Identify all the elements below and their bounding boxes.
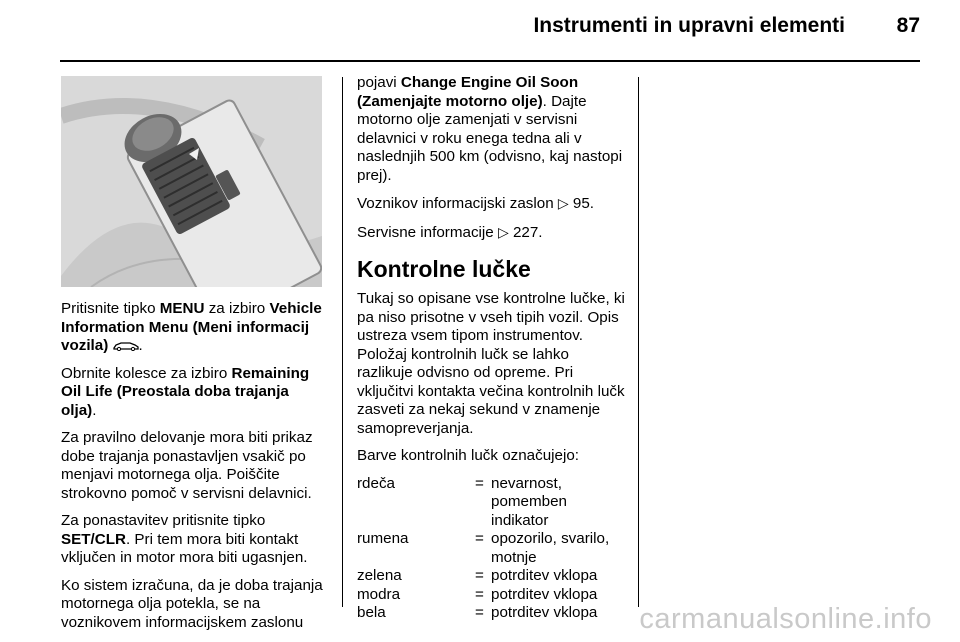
page-reference-arrow-icon: ▷ [497,223,509,240]
watermark: carmanualsonline.info [639,603,932,635]
paragraph-menu: Pritisnite tipko MENU za izbiro Vehicle Information Menu (Meni informacij vozila) . [61,300,322,354]
vehicle-information-menu-label: Vehicle Information Menu (Meni informacij vozila) [61,300,322,354]
column-divider-left [342,77,343,607]
page-number: 87 [896,14,920,37]
steering-column-lever-illustration [61,76,322,287]
list-item: zelena = potrditev vklopa [357,567,598,584]
column-divider-right [638,77,639,607]
reference-service-info[interactable]: Servisne informacije ▷ 227. [357,223,543,241]
reference-driver-info-display[interactable]: Voznikov informacijski zaslon ▷ 95. [357,195,595,212]
list-item: rumena = opozorilo, svarilo, motnje [357,530,610,566]
header-rule [60,60,920,62]
page-reference-arrow-icon: ▷ [557,195,569,211]
list-item: rdeča = nevarnost, pomemben indikator [357,474,567,529]
set-clr-button-label: SET/CLR [61,530,126,548]
paragraph-reset-info: Za pravilno delovanje mora biti prikaz dobe trajanja ponastavljen vsakič po menjavi motornega olja. Poiščite strokovno pomoč v servisni delavnici. [61,429,313,502]
paragraph-remaining-oil-life: Obrnite kolesce za izbiro Remaining Oil Life (Preostala doba trajanja olja). [61,364,310,419]
menu-button-label: MENU [159,300,205,317]
paragraph-colors-intro: Barve kontrolnih lučk označujejo: [357,447,580,464]
header-title: Instrumenti in upravni elementi [533,14,845,37]
left-column [61,300,327,641]
paragraph-oil-expired: Ko sistem izračuna, da je doba trajanja motornega olja potekla, se na voznikovem informacijskem zaslonu [61,576,323,631]
section-heading-warning-lights: Kontrolne lučke [357,256,531,282]
list-item: modra = potrditev vklopa [357,585,598,603]
remaining-oil-life-label: Remaining Oil Life (Preostala doba trajanja olja) [61,364,310,419]
paragraph-change-oil-soon: pojavi Change Engine Oil Soon (Zamenjajte motorno olje). Dajte motorno olje zamenjati v servisni delavnici v roku enega tedna ali v naslednjih 500 km (odvisno, kaj nastopi prej). [357,74,623,184]
car-icon [113,340,139,351]
list-item: bela = potrditev vklopa [357,604,598,621]
lever-illustration-svg [61,76,322,287]
change-engine-oil-soon-label: Change Engine Oil Soon (Zamenjajte motorno olje) [357,74,579,110]
color-legend-list [357,475,627,623]
paragraph-warning-lights-intro: Tukaj so opisane vse kontrolne lučke, ki pa niso prisotne v vseh tipih vozil. Opis ustreza vsem tipom instrumentov. Položaj kontrolnih lučk se lahko razlikuje odvisno od opreme. Pri vključitvi kontakta večina kontrolnih lučk zasveti za nekaj sekund v znamenje samopreverjanja. [357,290,625,437]
paragraph-set-clr: Za ponastavitev pritisnite tipko SET/CLR. Pri tem mora biti kontakt vključen in motor mora biti ugasnjen. [61,512,308,566]
middle-column [357,74,627,623]
